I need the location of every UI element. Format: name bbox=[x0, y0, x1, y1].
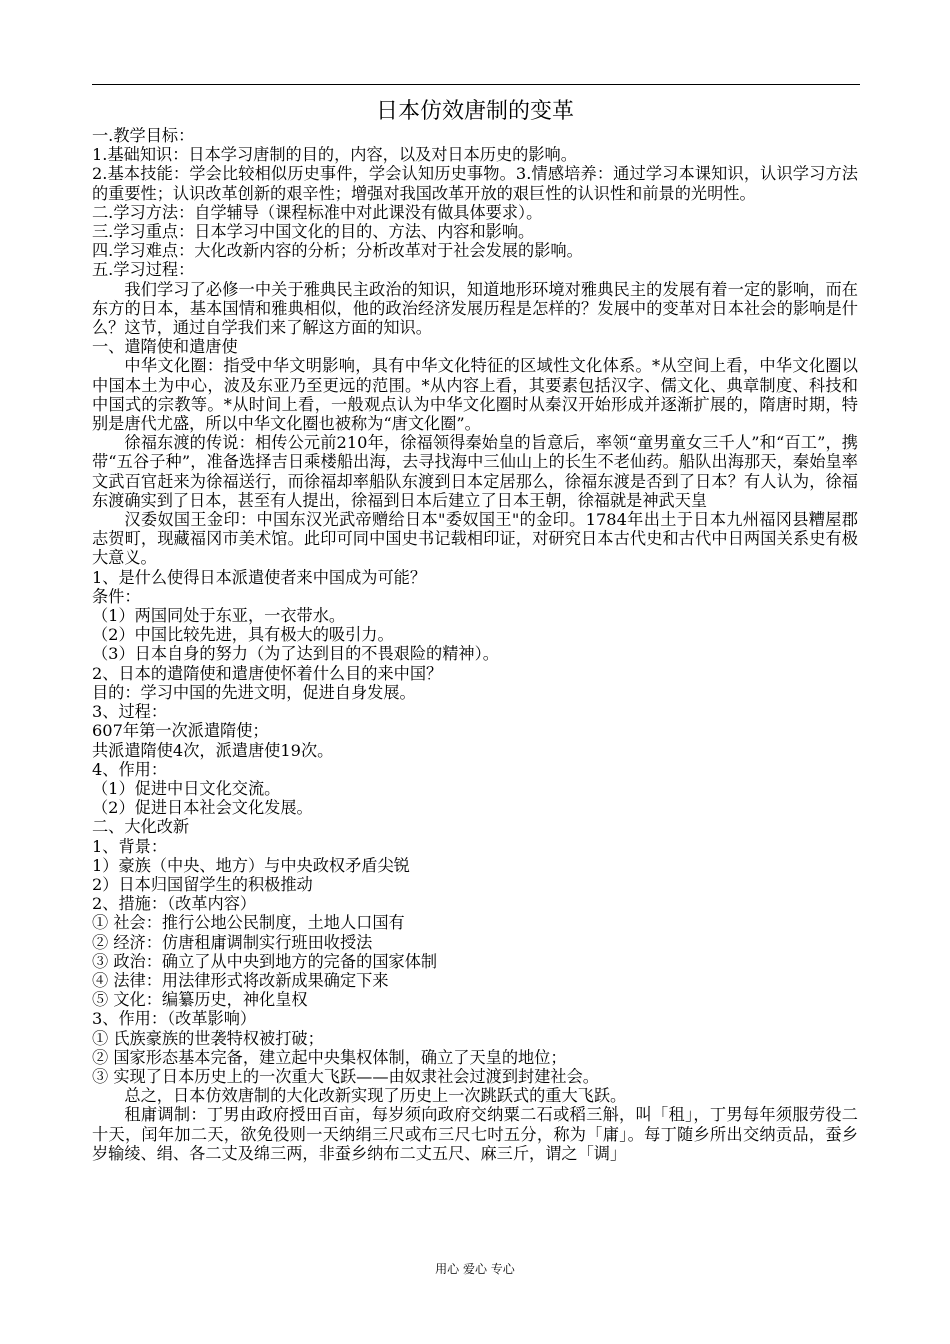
body-paragraph: 租庸调制：丁男由政府授田百亩，每岁须向政府交纳粟二石或稻三斛，叫「租」，丁男每年须服劳役二十天，闰年加二天，欲免役则一天纳绢三尺或布三尺七吋五分，称为「庸」。每丁随乡所出交纳贡品，蚕乡岁输绫、绢、各二丈及绵三两，非蚕乡纳布二丈五尺、麻三斤，谓之「调」 bbox=[92, 1105, 858, 1163]
body-paragraph: 3、过程： bbox=[92, 702, 168, 722]
body-paragraph: ② 国家形态基本完备，建立起中央集权体制，确立了天皇的地位； bbox=[92, 1047, 567, 1067]
body-paragraph: ① 氏族豪族的世袭特权被打破； bbox=[92, 1028, 324, 1048]
body-paragraph: 607年第一次派遣隋使； bbox=[92, 721, 269, 741]
body-paragraph: 我们学习了必修一中关于雅典民主政治的知识，知道地形环境对雅典民主的发展有着一定的影响，而在东方的日本，基本国情和雅典相似，他的政治经济发展历程是怎样的？发展中的变革对日本社会的影响是什么？这节，通过自学我们来了解这方面的知识。 bbox=[92, 279, 858, 338]
header-rule bbox=[92, 84, 860, 85]
body-paragraph: 总之，日本仿效唐制的大化改新实现了历史上一次跳跃式的重大飞跃。 bbox=[124, 1086, 627, 1106]
body-paragraph: 1、是什么使得日本派遣使者来中国成为可能？ bbox=[92, 567, 427, 587]
body-paragraph: 汉委奴国王金印：中国东汉光武帝赠给日本"委奴国王"的金印。1784年出土于日本九州福冈县糟屋郡志贺町，现藏福冈市美术馆。此印可同中国史书记载相印证，对研究日本古代史和古代中日两国关系史有极大意义。 bbox=[92, 510, 858, 568]
body-paragraph: 2.基本技能：学会比较相似历史事件，学会认知历史事物。3.情感培养：通过学习本课知识，认识学习方法的重要性；认识改革创新的艰辛性；增强对我国改革开放的艰巨性的认识性和前景的光明性。 bbox=[92, 164, 858, 203]
page-footer: 用心 爱心 专心 bbox=[435, 1262, 515, 1276]
body-paragraph: 二.学习方法：自学辅导（课程标准中对此课没有做具体要求）。 bbox=[92, 202, 543, 222]
body-paragraph: 2、日本的遣隋使和遣唐使怀着什么目的来中国？ bbox=[92, 663, 443, 683]
body-paragraph: 条件： bbox=[92, 586, 141, 606]
body-paragraph: 2）日本归国留学生的积极推动 bbox=[92, 874, 313, 894]
body-paragraph: 目的：学习中国的先进文明，促进自身发展。 bbox=[92, 682, 416, 702]
body-paragraph: 五.学习过程： bbox=[92, 260, 195, 280]
body-paragraph: （1）促进中日文化交流。 bbox=[92, 778, 281, 798]
body-paragraph: 二、大化改新 bbox=[92, 817, 190, 837]
body-paragraph: 3、作用：（改革影响） bbox=[92, 1009, 257, 1029]
body-paragraph: （2）促进日本社会文化发展。 bbox=[92, 798, 313, 818]
body-paragraph: （2）中国比较先进，具有极大的吸引力。 bbox=[92, 625, 394, 645]
body-paragraph: ③ 政治：确立了从中央到地方的完备的国家体制 bbox=[92, 951, 438, 971]
body-paragraph: ② 经济：仿唐租庸调制实行班田收授法 bbox=[92, 932, 373, 952]
document-title: 日本仿效唐制的变革 bbox=[375, 99, 574, 124]
body-paragraph: 4、作用： bbox=[92, 759, 168, 779]
body-paragraph: 一、遣隋使和遣唐使 bbox=[92, 337, 238, 357]
body-paragraph: 中华文化圈：指受中华文明影响，具有中华文化特征的区域性文化体系。*从空间上看，中华文化圈以中国本土为中心，波及东亚乃至更远的范围。*从内容上看，其要素包括汉字、儒文化、典章制度、科技和中国式的宗教等。*从时间上看，一般观点认为中华文化圈时从秦汉开始形成并逐渐扩展的，隋唐时期，特别是唐代尤盛，所以中华文化圈也被称为“唐文化圈”。 bbox=[92, 356, 858, 434]
document-body bbox=[92, 126, 858, 1163]
body-paragraph: 2、措施：（改革内容） bbox=[92, 894, 257, 914]
body-paragraph: ① 社会：推行公地公民制度，土地人口国有 bbox=[92, 913, 405, 933]
body-paragraph: 一.教学目标： bbox=[92, 126, 195, 145]
body-paragraph: 1.基础知识：日本学习唐制的目的，内容，以及对日本历史的影响。 bbox=[92, 145, 577, 165]
body-paragraph: （1）两国同处于东亚，一衣带水。 bbox=[92, 606, 346, 626]
body-paragraph: 三.学习重点：日本学习中国文化的目的、方法、内容和影响。 bbox=[92, 222, 535, 242]
body-paragraph: 共派遣隋使4次，派遣唐使19次。 bbox=[92, 740, 334, 760]
body-paragraph: （3）日本自身的努力（为了达到目的不畏艰险的精神）。 bbox=[92, 644, 499, 664]
body-paragraph: ④ 法律：用法律形式将改新成果确定下来 bbox=[92, 970, 389, 990]
body-paragraph: 四.学习难点：大化改新内容的分析；分析改革对于社会发展的影响。 bbox=[92, 241, 583, 261]
body-paragraph: ③ 实现了日本历史上的一次重大飞跃——由奴隶社会过渡到封建社会。 bbox=[92, 1066, 599, 1086]
body-paragraph: 1）豪族（中央、地方）与中央政权矛盾尖锐 bbox=[92, 855, 410, 875]
body-paragraph: 1、背景： bbox=[92, 836, 168, 856]
body-paragraph: 徐福东渡的传说：相传公元前210年，徐福领得秦始皇的旨意后，率领“童男童女三千人”和“百工”，携带“五谷子种”，准备选择吉日乘楼船出海，去寻找海中三仙山上的长生不老仙药。船队出海那天，秦始皇率文武百官赶来为徐福送行，而徐福却率船队东渡到日本定居那么，徐福东渡是否到了日本？有人认为，徐福东渡确实到了日本，甚至有人提出，徐福到日本后建立了日本王朝，徐福就是神武天皇 bbox=[92, 433, 858, 510]
body-paragraph: ⑤ 文化：编纂历史，神化皇权 bbox=[92, 990, 308, 1010]
